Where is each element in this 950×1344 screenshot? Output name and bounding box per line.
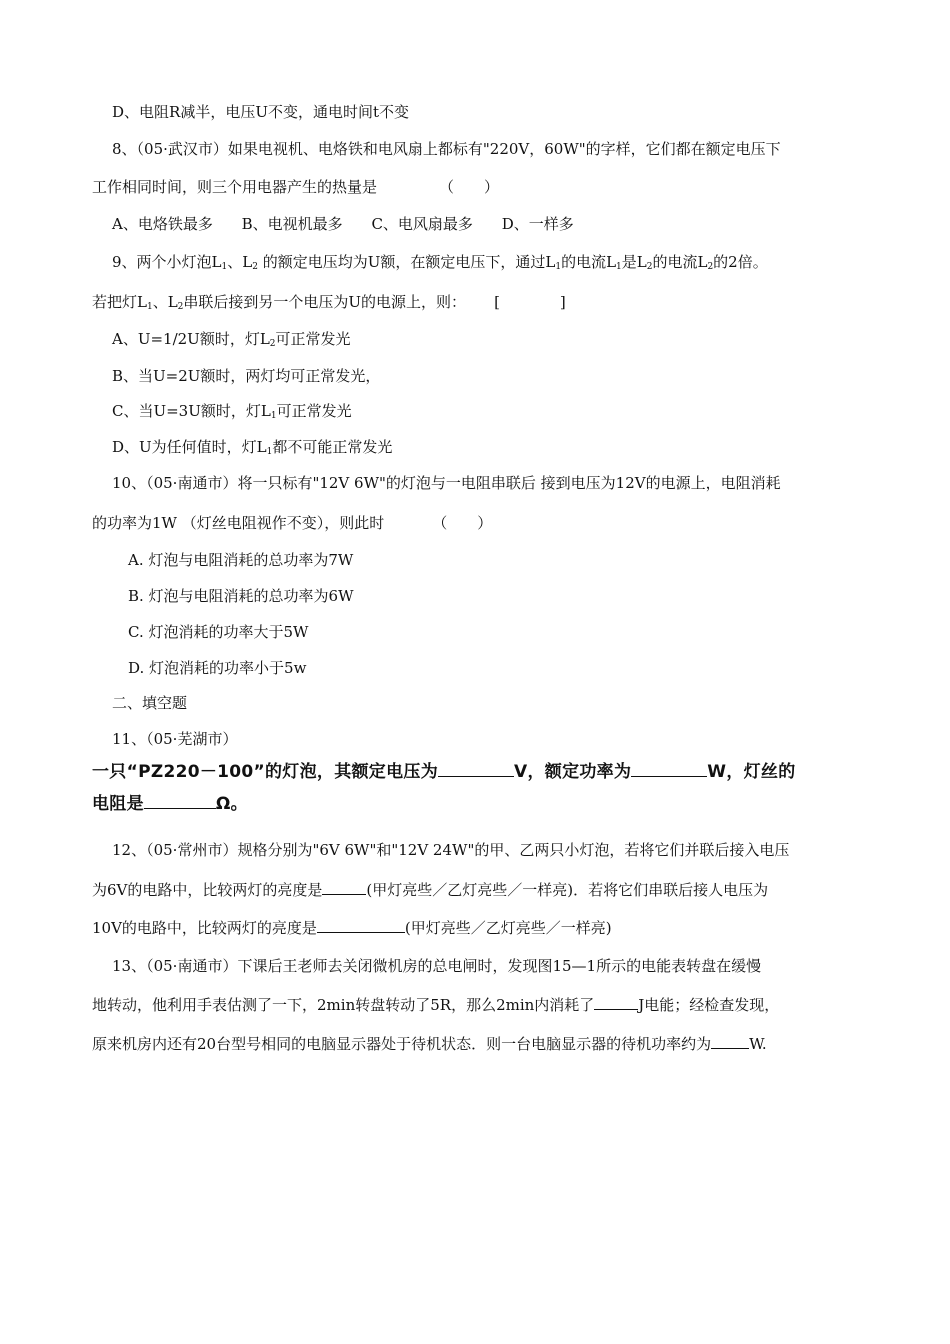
q10-answer-paren: （ ）: [432, 514, 493, 532]
q8-option-b: B、电视机最多: [241, 215, 343, 233]
q11-head: 11、（05·芜湖市）: [112, 730, 238, 748]
q12-line2: 为6V的电路中，比较两灯的亮度是 (甲灯亮些／乙灯亮些／一样亮)．若将它们串联后接人电压为: [92, 881, 769, 899]
q13-blank-energy[interactable]: [594, 995, 638, 1010]
q13-blank-standby-power[interactable]: [711, 1034, 749, 1049]
q13-line2: 地转动，他利用手表估测了一下，2min转盘转动了5R，那么2min内消耗了 J电能；经检查发现，: [92, 996, 780, 1014]
q8-line2: [92, 177, 499, 197]
q9-option-a: A、U=1/2U额时，灯$L_2$可正常发光: [112, 330, 351, 349]
q11-line2: 电阻是 Ω。: [92, 794, 248, 814]
q11-blank-voltage[interactable]: [438, 762, 514, 777]
q11-blank-power[interactable]: [631, 762, 707, 777]
q9-answer-bracket: [ ]: [494, 293, 566, 311]
q7-option-d: D、电阻R减半，电压U不变，通电时间t不变: [112, 103, 409, 121]
q11-line1: 一只“PZ220－100”的灯泡，其额定电压为 V，额定功率为 W，灯丝的: [92, 762, 796, 782]
q8-answer-paren: （ ）: [439, 178, 500, 196]
q8-line2-text: 工作相同时间，则三个用电器产生的热量是: [92, 178, 378, 196]
q8-option-a: A、电烙铁最多: [112, 215, 213, 233]
q12-line3: 10V的电路中，比较两灯的亮度是 (甲灯亮些／乙灯亮些／一样亮): [92, 919, 612, 937]
q10-option-d: D. 灯泡消耗的功率小于5w: [128, 659, 307, 677]
q11-blank-resistance[interactable]: [144, 794, 216, 809]
q8-line1: 8、（05·武汉市）如果电视机、电烙铁和电风扇上都标有"220V，60W"的字样，它们都在额定电压下: [112, 140, 781, 158]
section-title-fill-blank: 二、填空题: [112, 694, 188, 712]
q8-options: [112, 214, 574, 234]
q8-option-d: D、一样多: [501, 215, 574, 233]
q9-line1: 9、两个小灯泡$L_1$、$L_2$ 的额定电压均为U额，在额定电压下，通过$L_1$的电流$L_1$是$L_2$的电流$L_2$的2倍。: [112, 253, 768, 272]
q10-option-b: B. 灯泡与电阻消耗的总功率为6W: [128, 587, 354, 605]
q10-line1: 10、（05·南通市）将一只标有"12V 6W"的灯泡与一电阻串联后 接到电压为12V的电源上，电阻消耗: [112, 474, 781, 492]
q10-line2: 的功率为1W （灯丝电阻视作不变），则此时 （ ）: [92, 514, 493, 532]
q13-line1: 13、（05·南通市）下课后王老师去关闭微机房的总电闸时，发现图15—1所示的电能表转盘在缓慢: [112, 957, 762, 975]
q10-option-c: C. 灯泡消耗的功率大于5W: [128, 623, 309, 641]
q9-option-d: D、U为任何值时，灯$L_1$都不可能正常发光: [112, 438, 393, 457]
q9-option-b: B、当U=2U额时，两灯均可正常发光，: [112, 367, 381, 385]
q13-line3: 原来机房内还有20台型号相同的电脑显示器处于待机状态．则一台电脑显示器的待机功率约为 W.: [92, 1035, 767, 1053]
q8-option-c: C、电风扇最多: [371, 215, 473, 233]
q12-blank-parallel[interactable]: [322, 880, 366, 895]
q12-blank-series[interactable]: [317, 918, 405, 933]
q10-option-a: A. 灯泡与电阻消耗的总功率为7W: [128, 551, 354, 569]
q9-option-c: C、当U=3U额时，灯$L_1$可正常发光: [112, 402, 352, 421]
q9-line2: 若把灯$L_1$、$L_2$串联后接到另一个电压为U的电源上，则： [ ]: [92, 293, 566, 312]
q12-line1: 12、（05·常州市）规格分别为"6V 6W"和"12V 24W"的甲、乙两只小灯泡，若将它们并联后接入电压: [112, 841, 790, 859]
